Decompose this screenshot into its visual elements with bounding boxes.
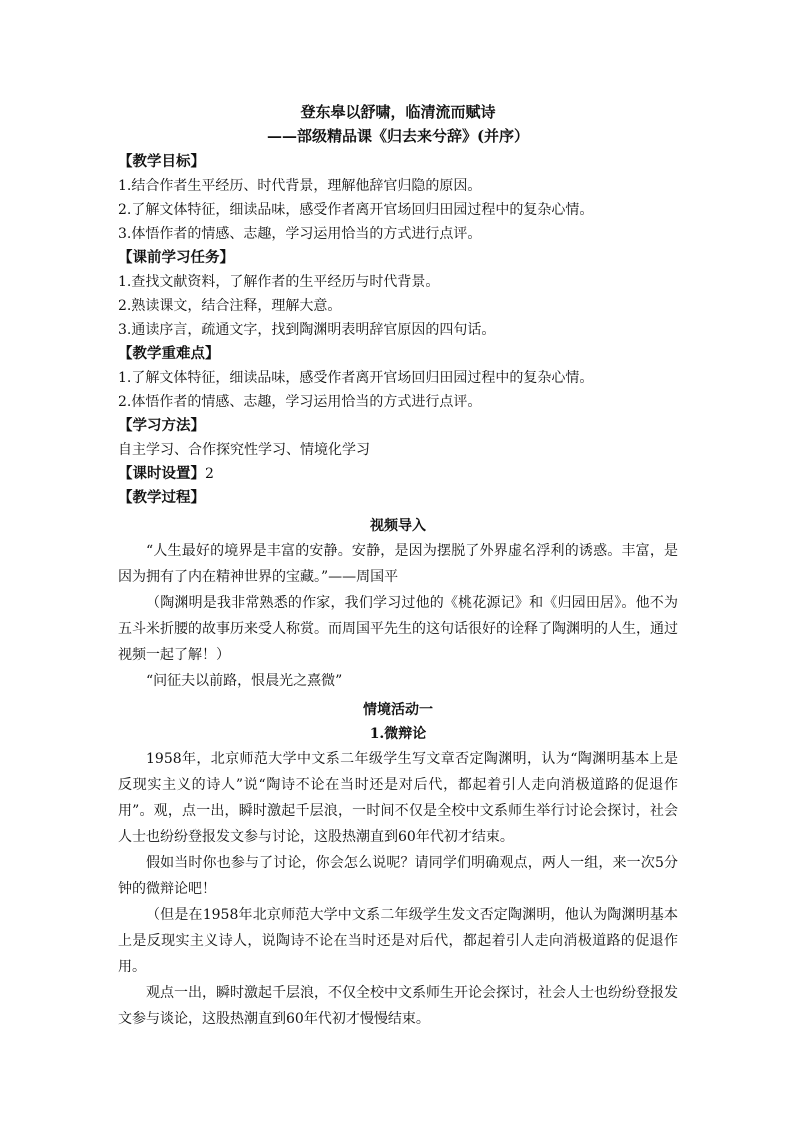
hours-row	[118, 462, 678, 486]
pretask-item: 1.查找文献资料，了解作者的生平经历与时代背景。	[118, 274, 440, 290]
key-point-item: 2.体悟作者的情感、志趣，学习运用恰当的方式进行点评。	[118, 394, 482, 410]
methods-text: 自主学习、合作探究性学习、情境化学习	[118, 442, 370, 458]
section-heading-process: 【教学过程】	[118, 489, 205, 506]
paragraph-3: （但是在1958年北京师范大学中文系二年级学生发文否定陶渊明，他认为陶渊明基本上是反现实主义诗人，说陶诗不论在当时还是对后代，都起着引人走向消极道路的促退作用。	[118, 907, 678, 975]
hours-value: 2	[205, 466, 214, 482]
page-subtitle: ——部级精品课《归去来兮辞》(并序）	[266, 127, 530, 145]
goal-item: 3.体悟作者的情感、志趣，学习运用恰当的方式进行点评。	[118, 226, 482, 242]
goal-item: 2.了解文体特征，细读品味，感受作者离开官场回归田园过程中的复杂心情。	[118, 202, 594, 218]
paragraph-1: 1958年，北京师范大学中文系二年级学生写文章否定陶渊明，认为“陶渊明基本上是反现实主义的诗人”说“陶诗不论在当时还是对后代，都起着引人走向消极道路的促退作用”。观，点一出，瞬时激起千层浪，一时间不仅是全校中文系师生举行讨论会探讨，社会人士也纷纷登报发文参与讨论，这股热潮直到60年代初才结束。	[118, 751, 678, 845]
quote-paragraph: “人生最好的境界是丰富的安静。安静，是因为摆脱了外界虚名浮利的诱惑。丰富，是因为拥有了内在精神世界的宝藏。”——周国平	[118, 543, 678, 585]
pretask-item: 2.熟读课文，结合注释，理解大意。	[118, 298, 342, 314]
section-heading-goals: 【教学目标】	[118, 153, 205, 170]
activity-title: 情境活动一	[363, 702, 433, 718]
activity-subtitle: 1.微辩论	[369, 726, 427, 742]
video-intro-title: 视频导入	[370, 518, 426, 534]
page-title: 登东皋以舒啸，临清流而赋诗	[300, 103, 496, 121]
goal-item: 1.结合作者生平经历、时代背景，理解他辞官归隐的原因。	[118, 178, 482, 194]
document-body	[118, 100, 678, 1032]
note-paragraph: （陶渊明是我非常熟悉的作家，我们学习过他的《桃花源记》和《归园田居》。他不为五斗米折腰的故事历来受人称赏。而周国平先生的这句话很好的诠释了陶渊明的人生，通过视频一起了解！）	[118, 595, 678, 663]
section-heading-methods: 【学习方法】	[118, 417, 205, 434]
quote2-paragraph: “问征夫以前路，恨晨光之熹微”	[146, 673, 343, 689]
pretask-item: 3.通读序言，疏通文字，找到陶渊明表明辞官原因的四句话。	[118, 322, 496, 338]
section-heading-key-points: 【教学重难点】	[118, 345, 220, 362]
section-heading-hours: 【课时设置】	[118, 465, 205, 482]
paragraph-4: 观点一出，瞬时激起千层浪，不仅全校中文系师生开论会探讨，社会人士也纷纷登报发文参与谈论，这股热潮直到60年代初才慢慢结束。	[118, 985, 678, 1027]
section-heading-pretask: 【课前学习任务】	[118, 249, 234, 266]
key-point-item: 1.了解文体特征，细读品味，感受作者离开官场回归田园过程中的复杂心情。	[118, 370, 594, 386]
paragraph-2: 假如当时你也参与了讨论，你会怎么说呢？请同学们明确观点，两人一组，来一次5分钟的微辩论吧！	[118, 855, 678, 897]
